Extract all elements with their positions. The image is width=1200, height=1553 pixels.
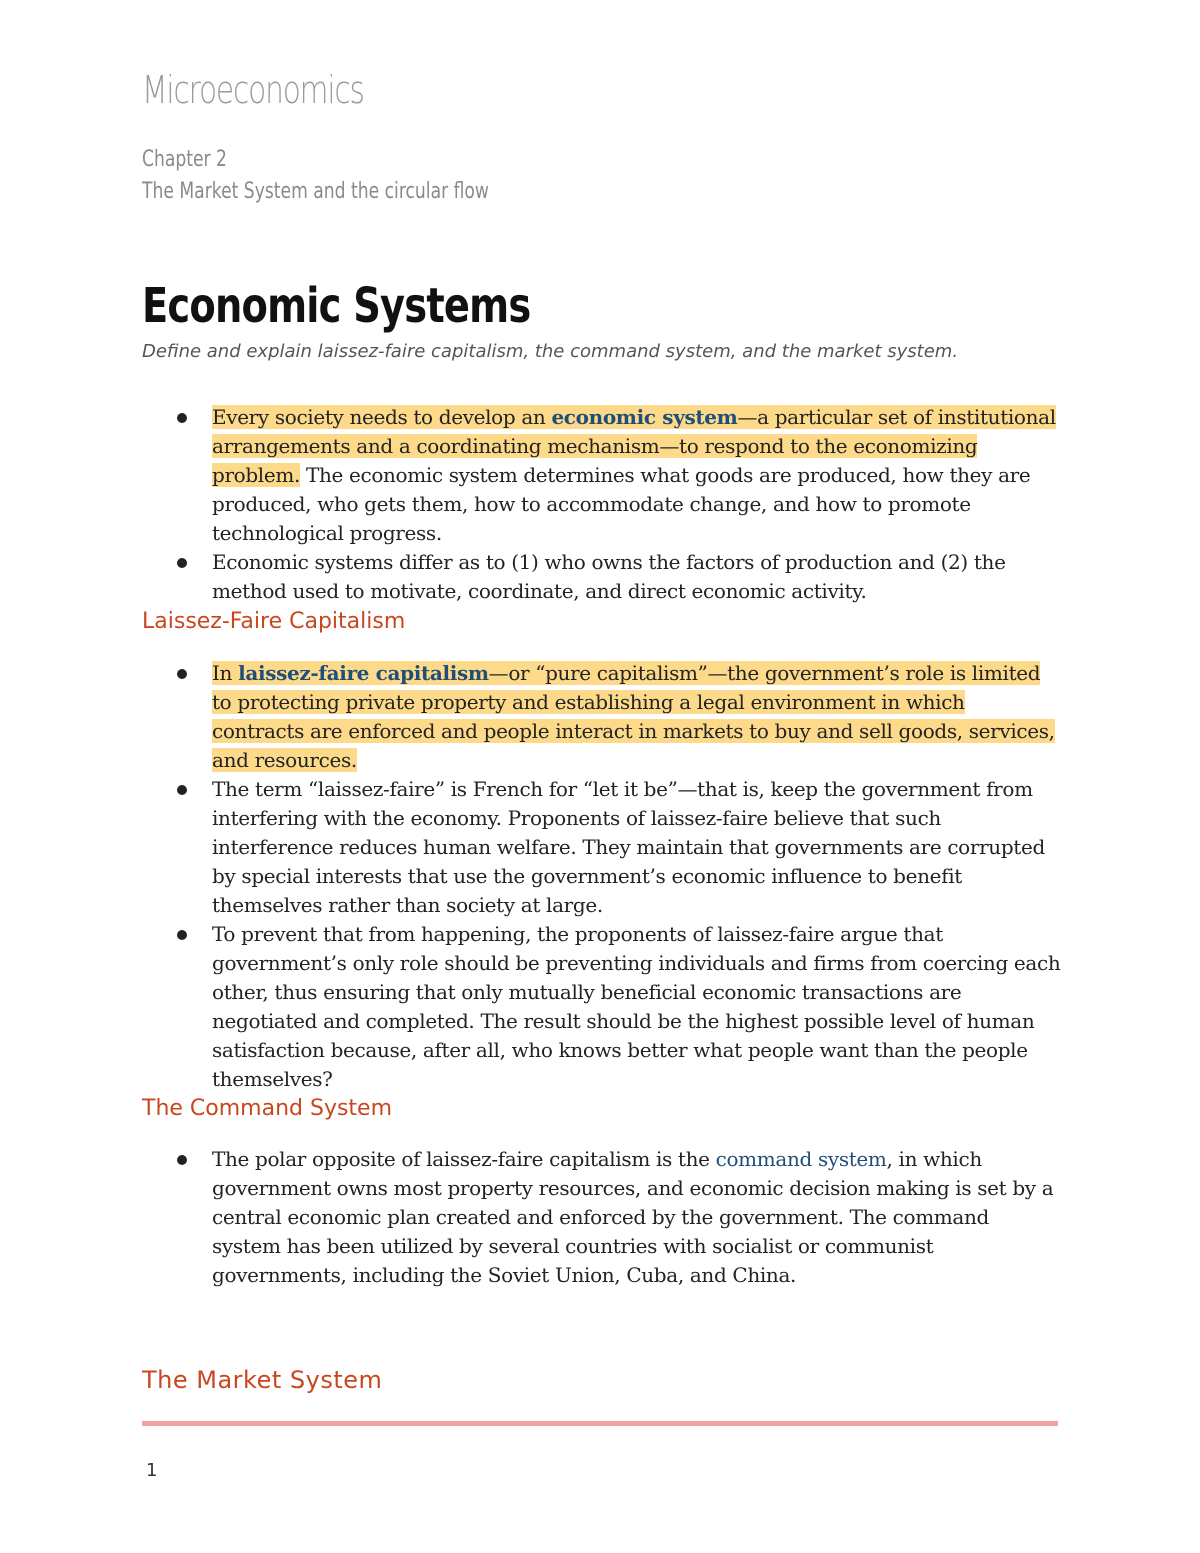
page-number: 1 — [146, 1460, 158, 1481]
list-item — [142, 920, 1062, 1094]
body-text: Economic systems differ as to (1) who owns the factors of production and (2) the method used to motivate, coordinate, and direct economic activity. — [212, 550, 1006, 603]
list-item — [142, 403, 1062, 548]
body-text: The term “laissez-faire” is French for “let it be”—that is, keep the government from interfering with the economy. Proponents of laissez-faire believe that such interference reduces human welfare. They maintain that governments are corrupted by special interests that use the government’s economic influence to benefit themselves rather than society at large. — [212, 777, 1045, 917]
divider-rule — [142, 1421, 1058, 1426]
chapter-title: The Market System and the circular flow — [142, 179, 489, 204]
intro-bullet-list — [142, 403, 1062, 606]
section-title: Economic Systems — [142, 278, 531, 334]
bullet-icon — [177, 558, 187, 568]
key-term: command system — [715, 1147, 887, 1171]
bullet-icon — [177, 669, 187, 679]
list-item — [142, 775, 1062, 920]
laissez-faire-bullet-list — [142, 659, 1062, 1094]
laissez-faire-heading: Laissez-Faire Capitalism — [142, 609, 406, 634]
chapter-label: Chapter 2 — [142, 147, 227, 172]
list-item — [142, 659, 1062, 775]
list-item — [142, 548, 1062, 606]
list-item — [142, 1145, 1062, 1290]
section-subtitle: Define and explain laissez-faire capitalism, the command system, and the market system. — [142, 341, 959, 362]
bullet-icon — [177, 413, 187, 423]
market-system-heading: The Market System — [142, 1366, 383, 1394]
page-header-title: Microeconomics — [142, 68, 364, 112]
command-system-heading: The Command System — [142, 1096, 393, 1121]
body-text: To prevent that from happening, the proponents of laissez-faire argue that government’s only role should be preventing individuals and firms from coercing each other, thus ensuring that only mutually beneficial economic transactions are negotiated and completed. The result should be the highest possible level of human satisfaction because, after all, who knows better what people want than the people themselves? — [212, 922, 1061, 1091]
bullet-icon — [177, 785, 187, 795]
highlighted-text: Every society needs to develop an economic system—a particular set of institutional arrangements and a coordinating mechanism—to respond to the economizing problem. — [212, 405, 1056, 487]
key-term: laissez-faire capitalism — [238, 661, 489, 685]
key-term: economic system — [551, 405, 738, 429]
command-system-bullet-list — [142, 1145, 1062, 1290]
body-text: The economic system determines what goods are produced, how they are produced, who gets them, how to accommodate change, and how to promote technological progress. — [212, 463, 1031, 545]
chapter-block — [142, 144, 489, 208]
bullet-icon — [177, 930, 187, 940]
bullet-icon — [177, 1155, 187, 1165]
body-text: The polar opposite of laissez-faire capitalism is the command system, in which government owns most property resources, and economic decision making is set by a central economic plan created and enforced by the government. The command system has been utilized by several countries with socialist or communist governments, including the Soviet Union, Cuba, and China. — [212, 1147, 1054, 1287]
highlighted-text: In laissez-faire capitalism—or “pure capitalism”—the government’s role is limited to protecting private property and establishing a legal environment in which contracts are enforced and people interact in markets to buy and sell goods, services, and resources. — [212, 661, 1055, 772]
